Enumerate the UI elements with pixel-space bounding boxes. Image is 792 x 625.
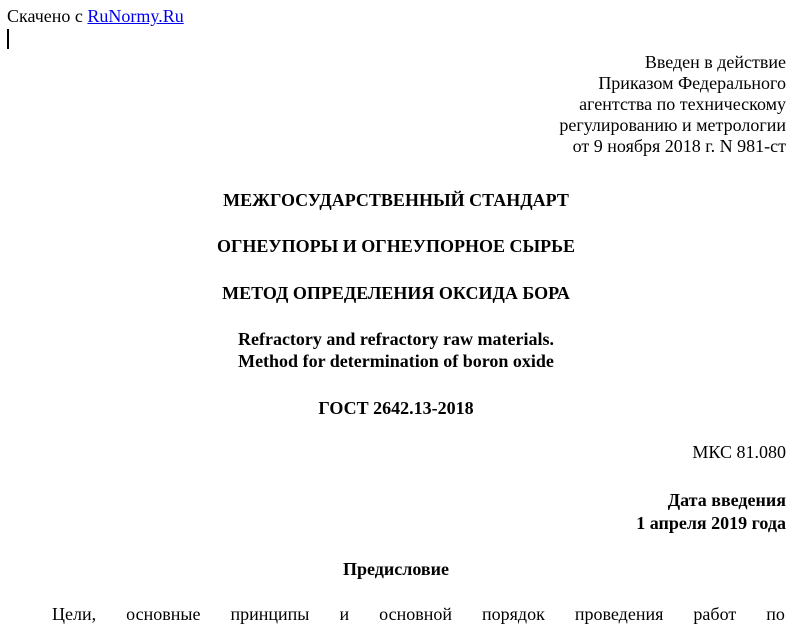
effective-date: [636, 489, 786, 535]
preface-word: основной: [379, 604, 452, 624]
preface-word: по: [766, 604, 785, 624]
preface-word: работ: [693, 604, 737, 624]
source-line: [7, 6, 184, 26]
effective-date-value: 1 апреля 2019 года: [636, 513, 786, 533]
method-title: МЕТОД ОПРЕДЕЛЕНИЯ ОКСИДА БОРА: [222, 283, 570, 303]
introduction-line: агентства по техническому: [579, 94, 786, 114]
subject-title: ОГНЕУПОРЫ И ОГНЕУПОРНОЕ СЫРЬЕ: [216, 236, 576, 256]
introduction-notice: [559, 52, 786, 157]
preface-word: основные: [126, 604, 201, 624]
english-title-line: Refractory and refractory raw materials.: [237, 329, 555, 349]
preface-word: Цели,: [52, 604, 97, 624]
english-title-line: Method for determination of boron oxide: [238, 351, 554, 371]
text-cursor: [7, 29, 9, 49]
preface-heading: Предисловие: [343, 559, 449, 579]
preface-word: и: [339, 604, 350, 624]
introduction-line: Введен в действие: [644, 52, 786, 72]
gost-code: ГОСТ 2642.13-2018: [318, 398, 474, 418]
preface-word: порядок: [482, 604, 545, 624]
effective-date-label: Дата введения: [667, 490, 786, 510]
source-link[interactable]: RuNormy.Ru: [87, 6, 184, 26]
source-prefix: Скачено с: [7, 6, 83, 26]
standard-type-title: МЕЖГОСУДАРСТВЕННЫЙ СТАНДАРТ: [223, 190, 569, 210]
introduction-line: от 9 ноября 2018 г. N 981-ст: [572, 136, 786, 156]
mks-code: МКС 81.080: [692, 442, 786, 462]
preface-paragraph: [52, 603, 785, 625]
introduction-line: регулированию и метрологии: [559, 115, 786, 135]
preface-word: принципы: [230, 604, 310, 624]
english-title: [0, 328, 792, 372]
introduction-line: Приказом Федерального: [598, 73, 786, 93]
preface-word: проведения: [574, 604, 664, 624]
